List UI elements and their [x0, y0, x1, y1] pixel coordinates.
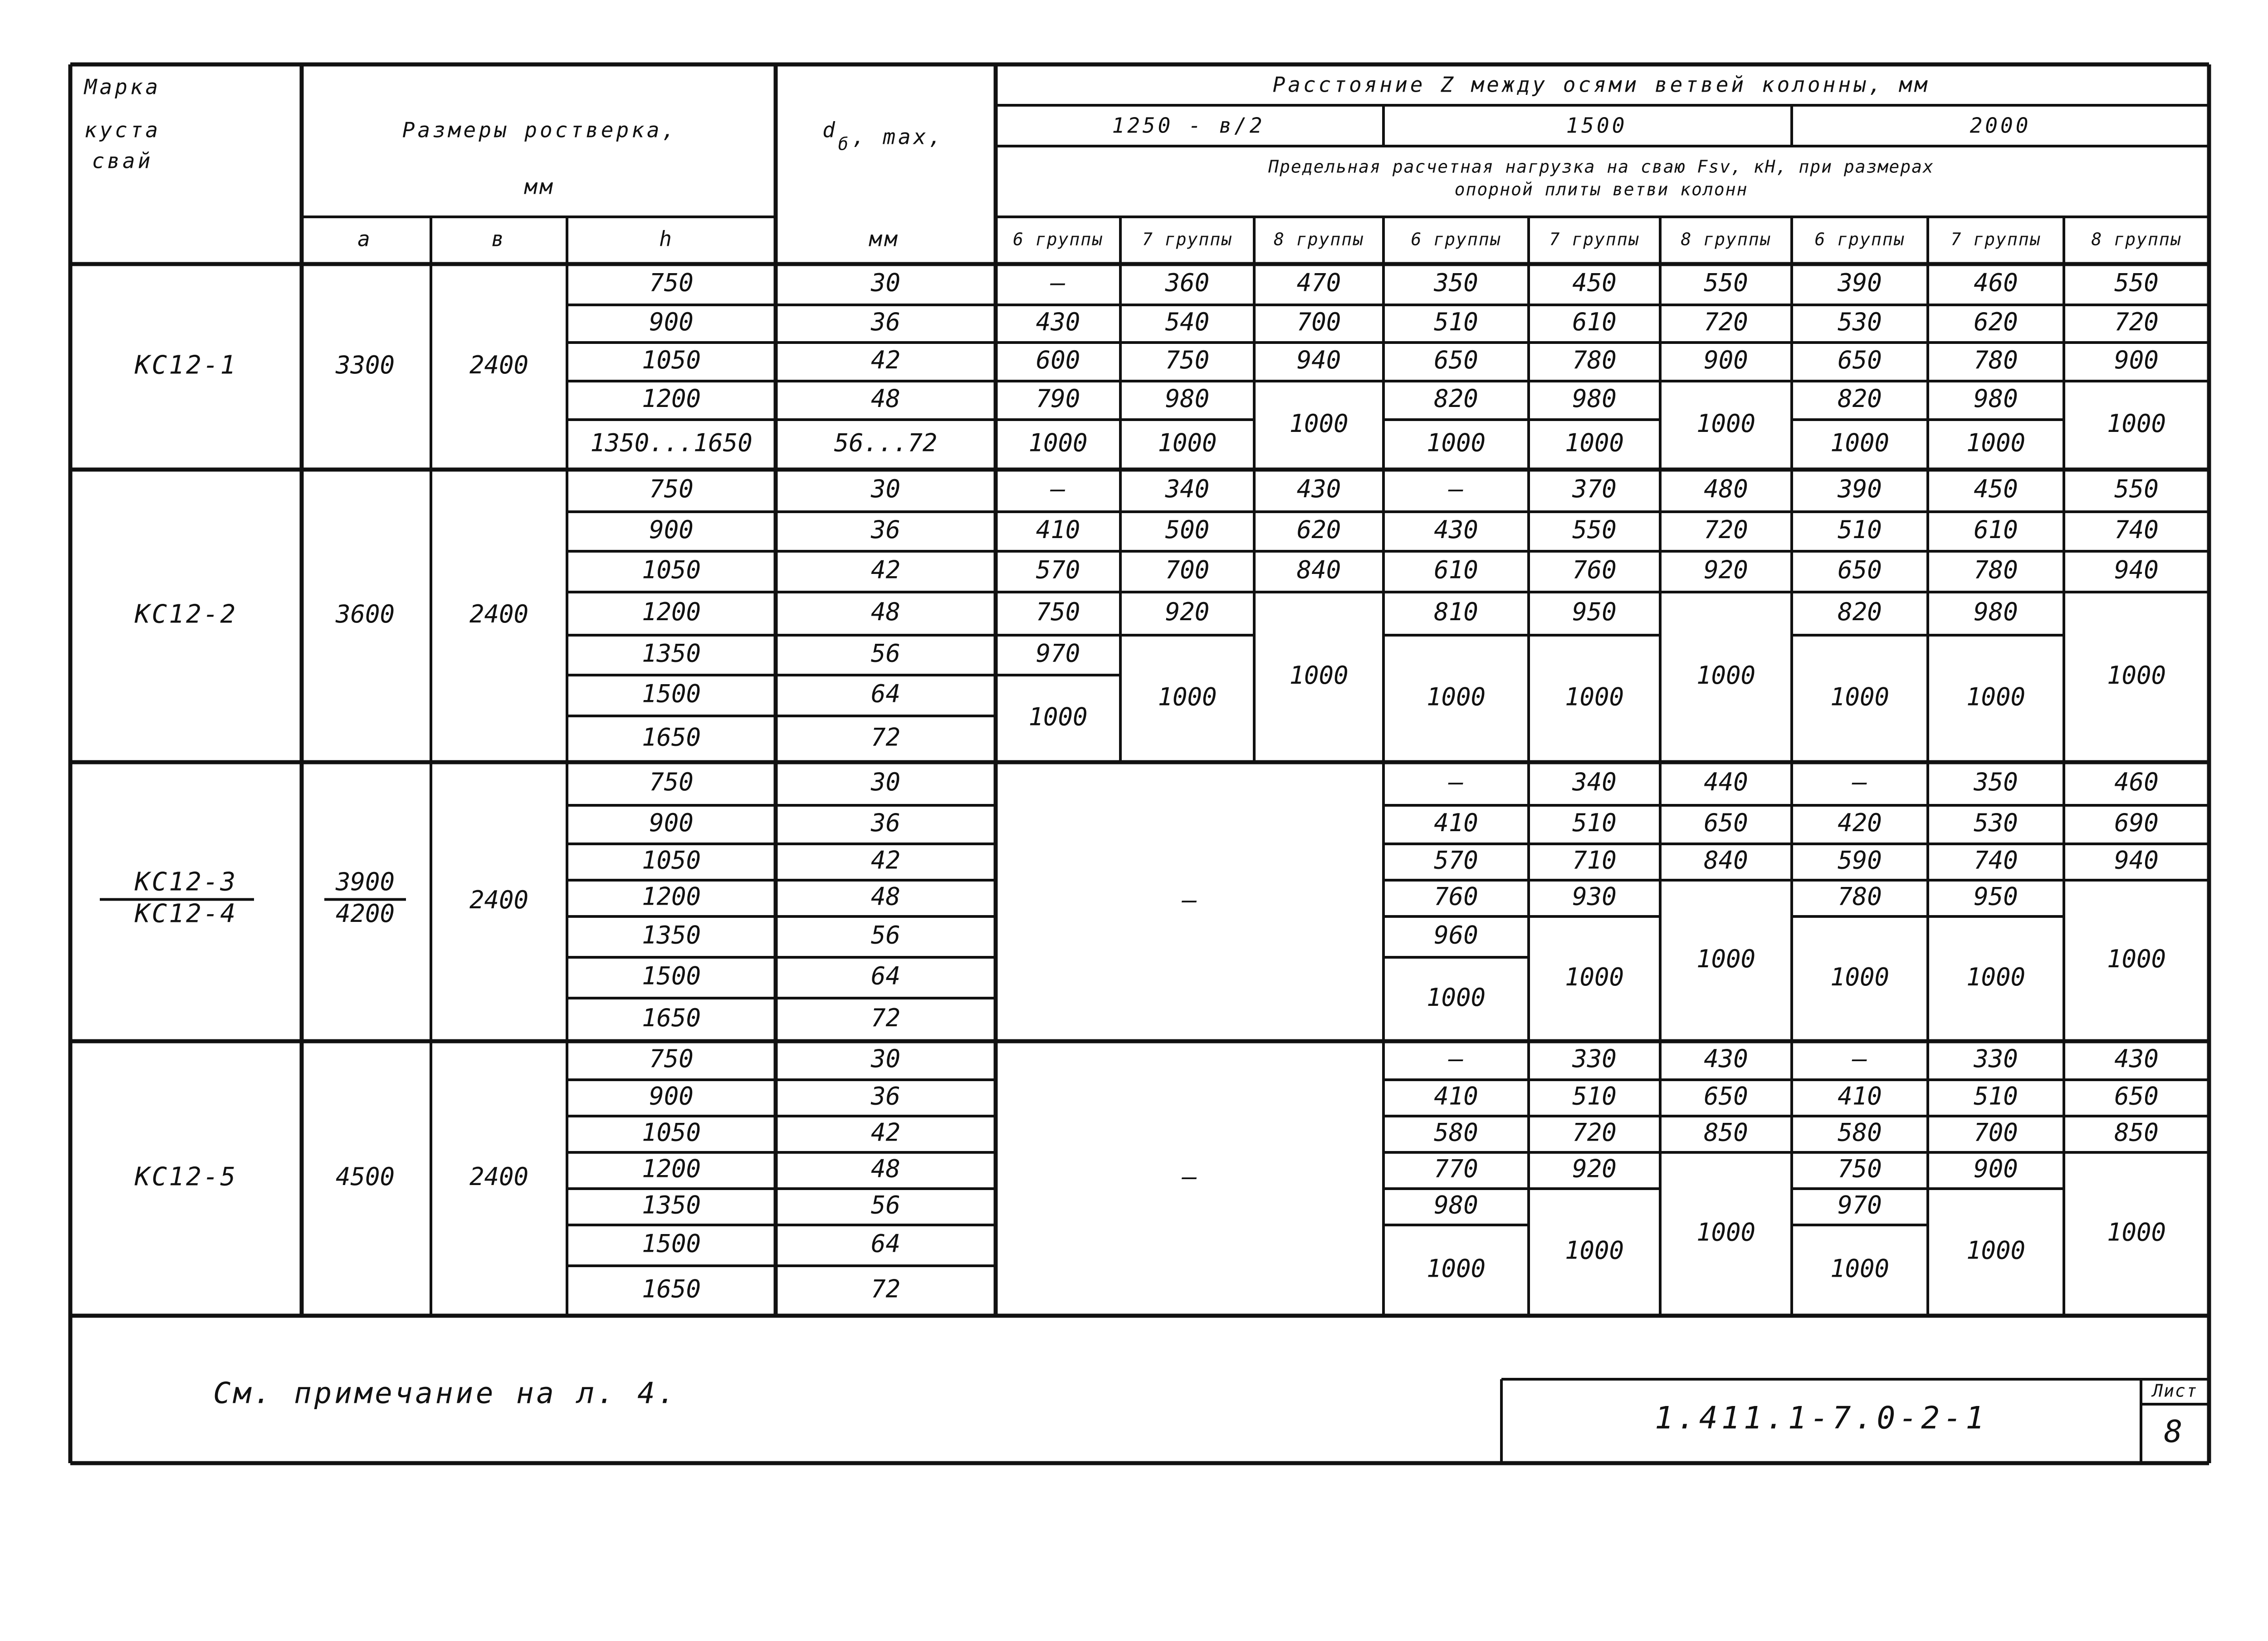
block-2-a: 3600 — [335, 600, 395, 629]
b2-r5-c5: 1000 — [1564, 682, 1624, 711]
b2-r4-c3: 1000 — [1289, 661, 1349, 690]
b2-r2-c6: 720 — [1704, 515, 1748, 544]
b1-r5-c5: 1000 — [1564, 428, 1624, 457]
b1-r1-c3: 470 — [1296, 268, 1341, 297]
b1-r2-c3: 700 — [1296, 308, 1341, 337]
b1-r4-c5: 980 — [1572, 384, 1617, 413]
b2-r1-c2: 340 — [1165, 475, 1210, 504]
header-db-max: , max, — [852, 124, 944, 149]
b3-r4-c8: 950 — [1974, 882, 2018, 911]
b1-r1-c8: 460 — [1974, 268, 2018, 297]
header-dims-unit: мм — [524, 174, 555, 199]
b4-r2-c6: 650 — [1704, 1082, 1748, 1111]
b4-r1-c6: 430 — [1704, 1044, 1748, 1073]
block-3-a2: 4200 — [335, 899, 395, 928]
block-4-b: 2400 — [469, 1162, 529, 1191]
b3-r2-c9: 690 — [2114, 808, 2159, 838]
b2-r1-c6: 480 — [1704, 475, 1748, 504]
b4-r1-c9: 430 — [2114, 1044, 2159, 1073]
b4-r3-c8: 700 — [1974, 1118, 2018, 1147]
b2-r2-c1: 410 — [1036, 515, 1080, 544]
b2-r2-c3: 620 — [1296, 515, 1341, 544]
header-group-7: 6 группы — [1814, 229, 1905, 250]
b2-r1-c8: 450 — [1974, 475, 2018, 504]
b2-r5-db: 56 — [870, 639, 901, 668]
b1-r5-h: 1350...1650 — [590, 428, 753, 457]
b1-r4-c6: 1000 — [1696, 409, 1756, 438]
b4-r4-c6: 1000 — [1696, 1218, 1756, 1247]
b1-r4-c1: 790 — [1036, 384, 1080, 413]
b2-r6-db: 64 — [870, 679, 901, 708]
b4-r2-c8: 510 — [1974, 1082, 2018, 1111]
b3-r3-c6: 840 — [1704, 846, 1748, 875]
b4-r3-c9: 850 — [2114, 1118, 2159, 1147]
b4-r6-db: 64 — [870, 1229, 901, 1258]
block-3-mark: КС12-3 — [134, 867, 238, 897]
b2-r4-c5: 950 — [1572, 598, 1617, 627]
b2-r4-c2: 920 — [1165, 598, 1210, 627]
b3-r7-h: 1650 — [641, 1004, 701, 1033]
b3-r3-db: 42 — [870, 846, 901, 875]
b1-r1-db: 30 — [870, 268, 901, 297]
b1-r3-c3: 940 — [1296, 346, 1341, 375]
b2-r6-h: 1500 — [641, 679, 701, 708]
header-dim-b: в — [491, 226, 507, 251]
b4-r4-c7: 750 — [1838, 1154, 1882, 1183]
b4-r5-h: 1350 — [641, 1190, 701, 1220]
b1-r4-h: 1200 — [641, 384, 701, 413]
b1-r2-c7: 530 — [1838, 308, 1882, 337]
header-group-8: 7 группы — [1950, 229, 2041, 250]
table-grid — [70, 64, 2209, 1463]
header-dim-h: h — [659, 226, 675, 251]
b1-r1-c4: 350 — [1434, 268, 1478, 297]
b1-r2-h: 900 — [649, 308, 694, 337]
b2-r1-c7: 390 — [1838, 475, 1882, 504]
b1-r3-h: 1050 — [641, 346, 701, 375]
b2-r1-db: 30 — [870, 475, 901, 504]
b2-r1-h: 750 — [649, 475, 694, 504]
b4-r2-c5: 510 — [1572, 1082, 1617, 1111]
b1-r4-c8: 980 — [1974, 384, 2018, 413]
header-group-9: 8 группы — [2091, 229, 2182, 250]
b2-r2-h: 900 — [649, 515, 694, 544]
b1-r4-db: 48 — [870, 384, 901, 413]
b4-r7-db: 72 — [870, 1274, 901, 1303]
b1-r3-c9: 900 — [2114, 346, 2159, 375]
b4-r1-c8: 330 — [1974, 1044, 2018, 1073]
footer-note: См. примечание на л. 4. — [213, 1376, 678, 1411]
block-3-a: 3900 — [335, 867, 395, 896]
b4-r2-c7: 410 — [1838, 1082, 1882, 1111]
b4-r3-db: 42 — [870, 1118, 901, 1147]
header-mark-line3: свай — [92, 148, 153, 173]
footer-sheet-number: 8 — [2164, 1414, 2186, 1450]
b4-r1-c5: 330 — [1572, 1044, 1617, 1073]
header-load-title-2: опорной плиты ветви колонн — [1454, 179, 1748, 200]
b3-r1-c6: 440 — [1704, 768, 1748, 797]
b4-r3-h: 1050 — [641, 1118, 701, 1147]
b3-r5-c7: 1000 — [1830, 963, 1890, 992]
b3-r4-h: 1200 — [641, 882, 701, 911]
b2-r3-h: 1050 — [641, 555, 701, 584]
b3-r3-c8: 740 — [1974, 846, 2018, 875]
b2-r4-h: 1200 — [641, 598, 701, 627]
b2-r2-db: 36 — [870, 515, 901, 544]
b1-r2-c4: 510 — [1434, 308, 1478, 337]
b2-r1-c1: — — [1051, 475, 1066, 504]
b2-r5-c2: 1000 — [1158, 682, 1217, 711]
block-4-a: 4500 — [335, 1162, 395, 1191]
b4-r1-h: 750 — [649, 1044, 694, 1073]
b3-r5-c8: 1000 — [1966, 963, 2026, 992]
b2-r2-c8: 610 — [1974, 515, 2018, 544]
b3-r3-c5: 710 — [1572, 846, 1617, 875]
b3-r5-db: 56 — [870, 921, 901, 950]
b1-r3-c2: 750 — [1165, 346, 1210, 375]
block-1-b: 2400 — [469, 351, 529, 380]
b1-r2-c5: 610 — [1572, 308, 1617, 337]
b1-r3-c1: 600 — [1036, 346, 1080, 375]
b1-r2-c9: 720 — [2114, 308, 2159, 337]
header-z-1250: 1250 - в/2 — [1112, 113, 1265, 138]
b4-r4-h: 1200 — [641, 1154, 701, 1183]
block-1-a: 3300 — [335, 351, 395, 380]
b2-r4-c1: 750 — [1036, 598, 1080, 627]
block-4-not-applicable-dash: — — [1182, 1162, 1197, 1191]
b1-r2-db: 36 — [870, 308, 901, 337]
b2-r3-c7: 650 — [1838, 555, 1882, 584]
b4-r7-h: 1650 — [641, 1274, 701, 1303]
b4-r1-db: 30 — [870, 1044, 901, 1073]
b4-r1-c7: — — [1852, 1044, 1867, 1073]
b3-r5-c4: 960 — [1434, 921, 1478, 950]
footer-sheet-label: Лист — [2152, 1381, 2198, 1401]
b1-r3-c6: 900 — [1704, 346, 1748, 375]
b3-r4-c6: 1000 — [1696, 945, 1756, 974]
b2-r2-c5: 550 — [1572, 515, 1617, 544]
b1-r1-c2: 360 — [1165, 268, 1210, 297]
b3-r4-c4: 760 — [1434, 882, 1478, 911]
b1-r2-c8: 620 — [1974, 308, 2018, 337]
header-z-2000: 2000 — [1970, 113, 2031, 138]
b2-r2-c2: 500 — [1165, 515, 1210, 544]
b1-r2-c6: 720 — [1704, 308, 1748, 337]
b3-r3-h: 1050 — [641, 846, 701, 875]
b2-r1-c5: 370 — [1572, 475, 1617, 504]
b3-r5-h: 1350 — [641, 921, 701, 950]
b4-r2-c4: 410 — [1434, 1082, 1478, 1111]
b3-r6-db: 64 — [870, 961, 901, 990]
header-db-symbol: d — [822, 118, 838, 142]
b2-r7-db: 72 — [870, 723, 901, 752]
b2-r3-c4: 610 — [1434, 555, 1478, 584]
b1-r5-c1: 1000 — [1028, 428, 1088, 457]
b1-r5-c2: 1000 — [1158, 428, 1217, 457]
b4-r2-h: 900 — [649, 1082, 694, 1111]
b1-r4-c9: 1000 — [2107, 409, 2166, 438]
b2-r4-c4: 810 — [1434, 598, 1478, 627]
b4-r3-c6: 850 — [1704, 1118, 1748, 1147]
b4-r6-h: 1500 — [641, 1229, 701, 1258]
header-z-title: Расстояние Z между осями ветвей колонны, мм — [1272, 72, 1930, 97]
b4-r2-c9: 650 — [2114, 1082, 2159, 1111]
b2-r3-c9: 940 — [2114, 555, 2159, 584]
b4-r5-db: 56 — [870, 1190, 901, 1220]
b3-r4-c9: 1000 — [2107, 945, 2166, 974]
b3-r4-c7: 780 — [1838, 882, 1882, 911]
header-group-6: 8 группы — [1681, 229, 1771, 250]
b2-r4-c6: 1000 — [1696, 661, 1756, 690]
b3-r4-db: 48 — [870, 882, 901, 911]
block-3-mark2: КС12-4 — [134, 899, 238, 929]
b3-r1-c8: 350 — [1974, 768, 2018, 797]
b3-r2-c4: 410 — [1434, 808, 1478, 838]
b3-r1-db: 30 — [870, 768, 901, 797]
header-dim-a: a — [357, 226, 373, 251]
header-group-1: 6 группы — [1012, 229, 1104, 250]
b3-r6-h: 1500 — [641, 961, 701, 990]
b4-r6-c7: 1000 — [1830, 1254, 1890, 1283]
b1-r1-h: 750 — [649, 268, 694, 297]
header-group-5: 7 группы — [1549, 229, 1640, 250]
b2-r4-c8: 980 — [1974, 598, 2018, 627]
b4-r3-c7: 580 — [1838, 1118, 1882, 1147]
b2-r5-c4: 1000 — [1426, 682, 1486, 711]
b2-r5-c8: 1000 — [1966, 682, 2026, 711]
b2-r5-h: 1350 — [641, 639, 701, 668]
header-group-2: 7 группы — [1142, 229, 1233, 250]
header-mark-line1: Марка — [84, 74, 161, 99]
b4-r5-c8: 1000 — [1966, 1236, 2026, 1265]
b1-r3-c8: 780 — [1974, 346, 2018, 375]
b2-r1-c3: 430 — [1296, 475, 1341, 504]
b2-r2-c4: 430 — [1434, 515, 1478, 544]
b4-r5-c5: 1000 — [1564, 1236, 1624, 1265]
b4-r5-c7: 970 — [1838, 1190, 1882, 1220]
b3-r2-c5: 510 — [1572, 808, 1617, 838]
b1-r1-c5: 450 — [1572, 268, 1617, 297]
b4-r6-c4: 1000 — [1426, 1254, 1486, 1283]
b2-r2-c7: 510 — [1838, 515, 1882, 544]
b3-r1-c4: — — [1448, 768, 1464, 797]
b1-r1-c6: 550 — [1704, 268, 1748, 297]
block-1-mark: КС12-1 — [134, 350, 238, 380]
b1-r4-c2: 980 — [1165, 384, 1210, 413]
b4-r4-c9: 1000 — [2107, 1218, 2166, 1247]
b1-r1-c9: 550 — [2114, 268, 2159, 297]
b4-r3-c4: 580 — [1434, 1118, 1478, 1147]
b3-r5-c5: 1000 — [1564, 963, 1624, 992]
b3-r1-c5: 340 — [1572, 768, 1617, 797]
b1-r1-c7: 390 — [1838, 268, 1882, 297]
block-3-not-applicable-dash: — — [1182, 886, 1197, 915]
b4-r5-c4: 980 — [1434, 1190, 1478, 1220]
b4-r1-c4: — — [1448, 1044, 1464, 1073]
footer-doc-code: 1.411.1-7.0-2-1 — [1654, 1400, 1988, 1436]
b1-r3-db: 42 — [870, 346, 901, 375]
b2-r1-c9: 550 — [2114, 475, 2159, 504]
b3-r2-c8: 530 — [1974, 808, 2018, 838]
b1-r3-c4: 650 — [1434, 346, 1478, 375]
b3-r3-c9: 940 — [2114, 846, 2159, 875]
header-group-3: 8 группы — [1273, 229, 1364, 250]
b2-r3-c5: 760 — [1572, 555, 1617, 584]
b1-r1-c1: — — [1051, 268, 1066, 297]
block-2-mark: КС12-2 — [134, 599, 238, 629]
block-3-b: 2400 — [469, 886, 529, 915]
b4-r4-db: 48 — [870, 1154, 901, 1183]
b2-r1-c4: — — [1448, 475, 1464, 504]
header-load-title-1: Предельная расчетная нагрузка на сваю Fsv, кН, при размерах — [1268, 157, 1934, 177]
b3-r3-c7: 590 — [1838, 846, 1882, 875]
b2-r3-c6: 920 — [1704, 555, 1748, 584]
header-dims-title: Размеры ростверка, — [402, 118, 678, 142]
b3-r1-h: 750 — [649, 768, 694, 797]
b2-r7-h: 1650 — [641, 723, 701, 752]
block-2-b: 2400 — [469, 600, 529, 629]
b4-r3-c5: 720 — [1572, 1118, 1617, 1147]
b3-r1-c9: 460 — [2114, 768, 2159, 797]
b1-r2-c2: 540 — [1165, 308, 1210, 337]
b4-r2-db: 36 — [870, 1082, 901, 1111]
b3-r2-c6: 650 — [1704, 808, 1748, 838]
b2-r3-db: 42 — [870, 555, 901, 584]
b1-r3-c7: 650 — [1838, 346, 1882, 375]
b3-r2-db: 36 — [870, 808, 901, 838]
b3-r1-c7: — — [1852, 768, 1867, 797]
b4-r4-c5: 920 — [1572, 1154, 1617, 1183]
b1-r4-c3: 1000 — [1289, 409, 1349, 438]
b1-r4-c7: 820 — [1838, 384, 1882, 413]
header-mark-line2: куста — [84, 118, 161, 142]
b2-r3-c3: 840 — [1296, 555, 1341, 584]
b2-r3-c1: 570 — [1036, 555, 1080, 584]
b3-r2-h: 900 — [649, 808, 694, 838]
b3-r3-c4: 570 — [1434, 846, 1478, 875]
b2-r3-c8: 780 — [1974, 555, 2018, 584]
b2-r4-c9: 1000 — [2107, 661, 2166, 690]
b4-r4-c4: 770 — [1434, 1154, 1478, 1183]
b1-r5-c7: 1000 — [1830, 428, 1890, 457]
header-db-subscript: б — [838, 134, 850, 154]
b3-r2-c7: 420 — [1838, 808, 1882, 838]
b2-r4-c7: 820 — [1838, 598, 1882, 627]
header-db-unit: мм — [869, 226, 900, 251]
b2-r5-c1: 970 — [1036, 639, 1080, 668]
header-group-4: 6 группы — [1411, 229, 1501, 250]
b2-r6-c1: 1000 — [1028, 702, 1088, 731]
b2-r4-db: 48 — [870, 598, 901, 627]
b1-r5-c4: 1000 — [1426, 428, 1486, 457]
b2-r3-c2: 700 — [1165, 555, 1210, 584]
b3-r6-c4: 1000 — [1426, 983, 1486, 1012]
b2-r2-c9: 740 — [2114, 515, 2159, 544]
b2-r5-c7: 1000 — [1830, 682, 1890, 711]
b1-r5-db: 56...72 — [834, 428, 938, 457]
b1-r5-c8: 1000 — [1966, 428, 2026, 457]
b3-r7-db: 72 — [870, 1004, 901, 1033]
b1-r4-c4: 820 — [1434, 384, 1478, 413]
b3-r4-c5: 930 — [1572, 882, 1617, 911]
b1-r2-c1: 430 — [1036, 308, 1080, 337]
b1-r3-c5: 780 — [1572, 346, 1617, 375]
block-4-mark: КС12-5 — [134, 1162, 238, 1192]
header-z-1500: 1500 — [1566, 113, 1628, 138]
b4-r4-c8: 900 — [1974, 1154, 2018, 1183]
